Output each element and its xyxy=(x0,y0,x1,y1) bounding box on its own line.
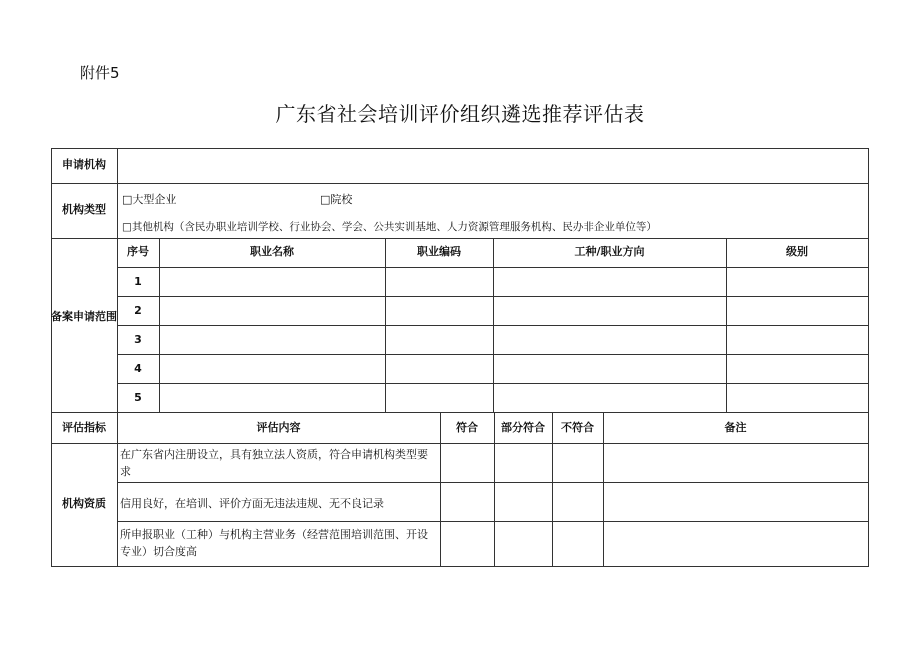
scope-row-number: 5 xyxy=(134,391,142,404)
eval-header-partially-meets: 部分符合 xyxy=(501,421,545,434)
scope-header-occupation-code: 职业编码 xyxy=(417,245,461,258)
scope-row-number: 3 xyxy=(134,333,142,346)
scope-header-job-direction: 工种/职业方向 xyxy=(574,245,645,258)
scope-row-number: 2 xyxy=(134,304,142,317)
scope-header-level: 级别 xyxy=(786,245,808,258)
eval-item: 在广东省内注册设立，具有独立法人资质，符合申请机构类型要求 xyxy=(120,448,428,478)
form-title: 广东省社会培训评价组织遴选推荐评估表 xyxy=(275,102,645,126)
eval-header-remarks: 备注 xyxy=(724,421,747,434)
scope-header-seq: 序号 xyxy=(127,245,149,258)
org-type-option-large-enterprise[interactable]: □大型企业 xyxy=(122,193,177,206)
scope-row-number: 4 xyxy=(134,362,142,375)
org-type-label: 机构类型 xyxy=(62,203,106,216)
scope-row-number: 1 xyxy=(134,275,142,288)
eval-header-meets: 符合 xyxy=(456,421,478,434)
attachment-label: 附件5 xyxy=(80,64,120,82)
org-type-option-other[interactable]: □其他机构（含民办职业培训学校、行业协会、学会、公共实训基地、人力资源管理服务机构、民办非企业单位等） xyxy=(122,221,657,233)
eval-header-content: 评估内容 xyxy=(256,421,301,434)
scope-label: 备案申请范围 xyxy=(51,310,117,323)
eval-item: 信用良好，在培训、评价方面无违法违规、无不良记录 xyxy=(120,497,384,510)
org-type-option-college[interactable]: □院校 xyxy=(320,193,353,206)
scope-header-occupation-name: 职业名称 xyxy=(250,245,294,258)
applicant-label: 申请机构 xyxy=(62,158,106,171)
eval-category-qualification: 机构资质 xyxy=(62,497,106,510)
eval-item: 所申报职业（工种）与机构主营业务（经营范围培训范围、开设专业）切合度高 xyxy=(120,528,428,558)
eval-header-does-not-meet: 不符合 xyxy=(561,421,594,434)
eval-header-indicator: 评估指标 xyxy=(62,421,106,434)
